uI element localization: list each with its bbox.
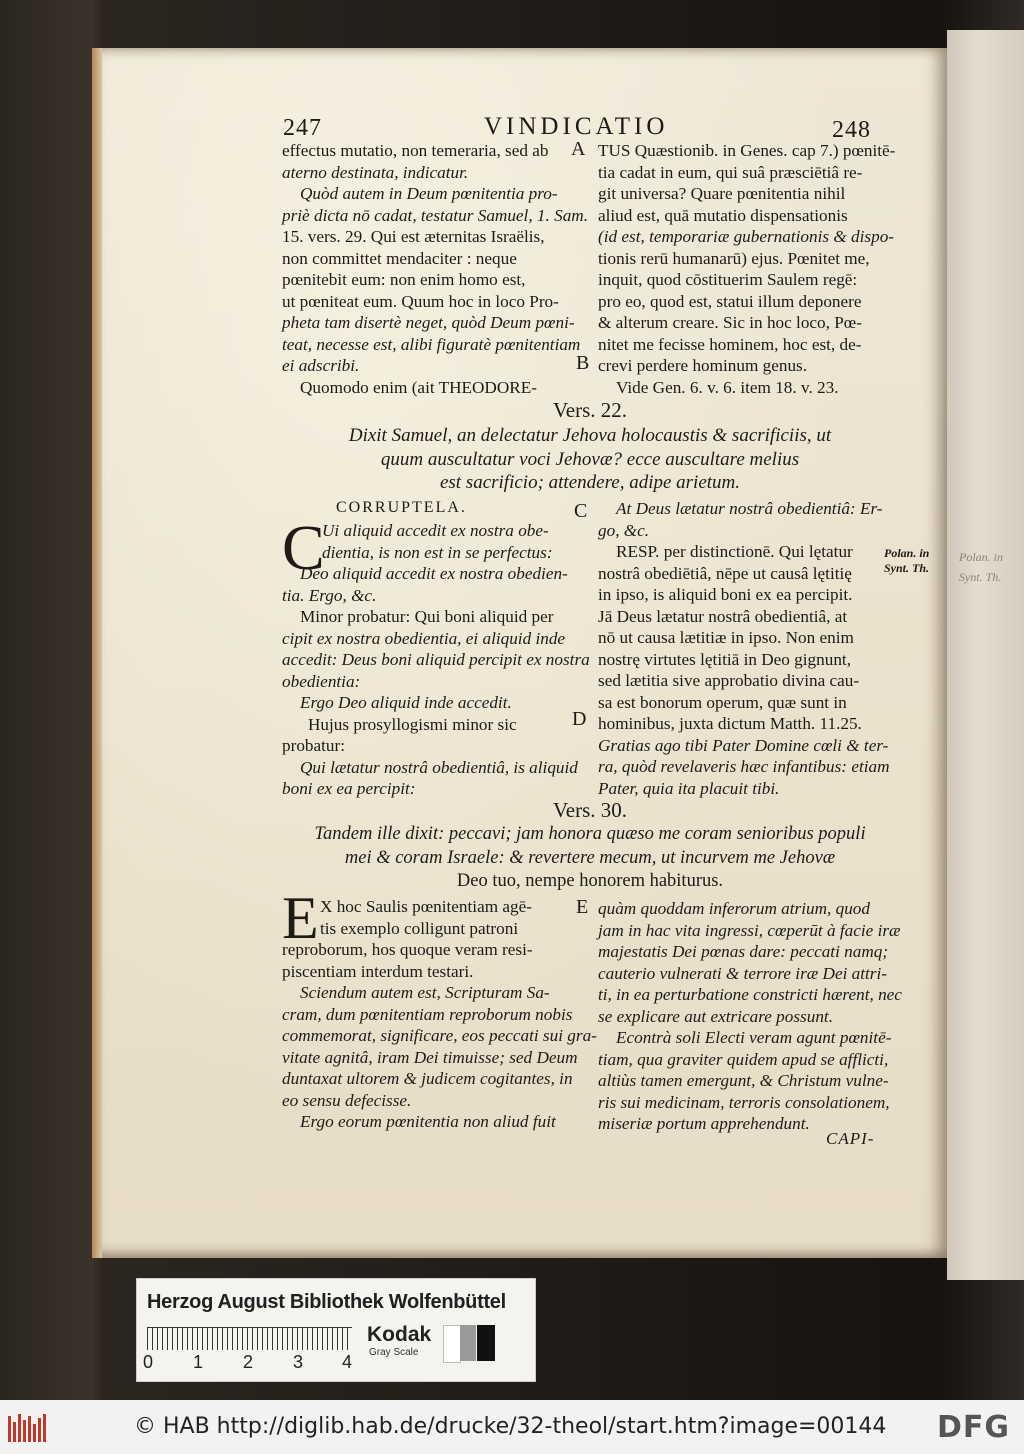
marker-d: D	[572, 708, 587, 730]
viewer-footer	[0, 1400, 1024, 1454]
top-right-column: TUS Quæstionib. in Genes. cap 7.) pœnitē- tia cadat in eum, qui suâ præsciētiâ re- git universa? Quare pœnitentia nihil aliud est, quā mutatio dispensationis (id est, temporariæ gubernationis & dispo- tionis rerū humanarū) ejus. Pœnitet me, inquit, quod cōstituerim Saulem regē: pro eo, quod est, statui illum deponere & alterum creare. Sic in hoc loco, Pœ- nitet me fecisse hominem, hoc est, de- crevi perdere hominum genus. Vide Gen. 6. v. 6. item 18. v. 23.	[598, 141, 896, 397]
ghost-note-1: Polan. in	[959, 550, 1003, 564]
running-title: VINDICATIO	[484, 113, 669, 140]
middle-left-column: Ui aliquid accedit ex nostra obe- dientia, is non est in se perfectus: Deo aliquid accedit ex nostra obedien- tia. Ergo, &c. Minor probatur: Qui boni aliquid per cipit ex nostra obedientia, ei aliquid inde accedit: Deus boni aliquid percipit ex nostra obedientia: Ergo Deo aliquid inde accedit. Hujus prosyllogismi minor sic probatur: Qui lætatur nostrâ obedientiâ, is aliquid boni ex ea percipit:	[282, 521, 590, 798]
vers22-line-3: est sacrificio; attendere, adipe arietum.	[439, 472, 741, 493]
next-page-edge	[947, 30, 1024, 1280]
vers30-line-3: Deo tuo, nempe honorem habiturus.	[456, 871, 724, 891]
bottom-left-column: X hoc Saulis pœnitentiam agē- tis exemplo colligunt patroni reproborum, hos quoque veram resi- piscentiam interdum testari. Sciendum autem est, Scripturam Sa- cram, dum pœnitentiam reproborum nobis commemorat, significare, eos peccati sui gra- vitate agnitâ, iram Dei timuisse; sed Deum duntaxat ultorem & judicem cogitantes, in eo sensu defecisse. Ergo eorum pœnitentia non aliud fuit	[282, 897, 597, 1131]
vers22-line-2: quum auscultatur voci Jehovæ? ecce auscultare melius	[380, 449, 800, 470]
color-reference-card: Herzog August Bibliothek Wolfenbüttel 0 1 2 3 4 Kodak Gray Scale	[136, 1278, 536, 1382]
institution-label: Herzog August Bibliothek Wolfenbüttel	[147, 1291, 506, 1313]
corruptela-heading: CORRUPTELA.	[336, 499, 467, 516]
dropcap-c: C	[282, 512, 325, 583]
page-number-right: 248	[832, 117, 871, 143]
gray-patch-black	[477, 1325, 495, 1361]
page-number-left: 247	[283, 115, 322, 141]
ruler-scale	[147, 1327, 352, 1350]
copyright-url[interactable]: © HAB http://diglib.hab.de/drucke/32-theol/start.htm?image=00144	[134, 1414, 887, 1439]
gray-scale-label: Gray Scale	[369, 1347, 419, 1358]
vers30-line-1: Tandem ille dixit: peccavi; jam honora quæso me coram senioribus populi	[314, 824, 866, 844]
hab-logo-icon	[8, 1412, 48, 1442]
kodak-logo: Kodak	[367, 1323, 432, 1346]
gray-patch-mid	[460, 1325, 476, 1361]
dfg-logo: DFG	[936, 1410, 1010, 1445]
vers30-label: Vers. 30.	[552, 798, 628, 822]
top-left-column: effectus mutatio, non temeraria, sed ab aterno destinata, indicatur. Quòd autem in Deum pœnitentia pro- priè dicta nō cadat, testatur Samuel, 1. Sam. 15. vers. 29. Qui est æternitas Israëlis, non committet mendaciter : neque pœnitebit eum: non enim homo est, ut pœniteat eum. Quum hoc in loco Pro- pheta tam disertè neget, quòd Deum pœni- teat, necesse est, alibi figuratè pœnitentiam ei adscribi. Quomodo enim (ait THEODORE-	[282, 141, 589, 397]
sidenote: Polan. in Synt. Th.	[884, 546, 930, 575]
bottom-right-column: quàm quoddam inferorum atrium, quod jam in hac vita ingressi, cœperūt à facie iræ majestatis Dei pœnas dare: peccati namq; cauterio vulnerati & terrore iræ Dei attri- ti, in ea perturbatione constricti hærent, nec se explicare aut extricare possunt. Econtrà soli Electi veram agunt pœnitē- tiam, qua graviter quidem apud se afflicti, altiùs tamen emergunt, & Christum vulne- ris sui medicinam, terroris consolationem, miseriæ portum apprehendunt.	[598, 899, 902, 1133]
marker-b: B	[576, 352, 590, 374]
vers30-line-2: mei & coram Israele: & revertere mecum, ut incurvem me Jehovæ	[344, 848, 836, 868]
dropcap-e: E	[282, 885, 319, 951]
middle-right-column: At Deus lætatur nostrâ obedientiâ: Er- go, &c. RESP. per distinctionē. Qui lętatur nostrâ obediētiâ, nēpe ut causâ lętitię in ipso, is aliquid boni ex ea percipit. Jā Deus lætatur nostrâ obedientiâ, at nō ut causa lætitiæ in ipso. Non enim nostrę virtutes lętitiā in Deo gignunt, sed lætitia sive approbatio divina cau- sa est bonorum operum, quæ sunt in hominibus, juxta dictum Matth. 11.25. Gratias ago tibi Pater Domine cœli & ter- ra, quòd revelaveris hæc infantibus: etiam Pater, quia ita placuit tibi.	[598, 499, 890, 798]
marker-a: A	[571, 138, 586, 160]
vers22-line-1: Dixit Samuel, an delectatur Jehova holocaustis & sacrificiis, ut	[348, 425, 832, 446]
vers22-label: Vers. 22.	[552, 398, 628, 422]
marker-c: C	[574, 500, 588, 522]
marker-e: E	[576, 896, 589, 918]
catchword: CAPI-	[826, 1129, 875, 1148]
gray-patch-white	[443, 1325, 461, 1363]
ghost-note-2: Synt. Th.	[959, 570, 1002, 584]
